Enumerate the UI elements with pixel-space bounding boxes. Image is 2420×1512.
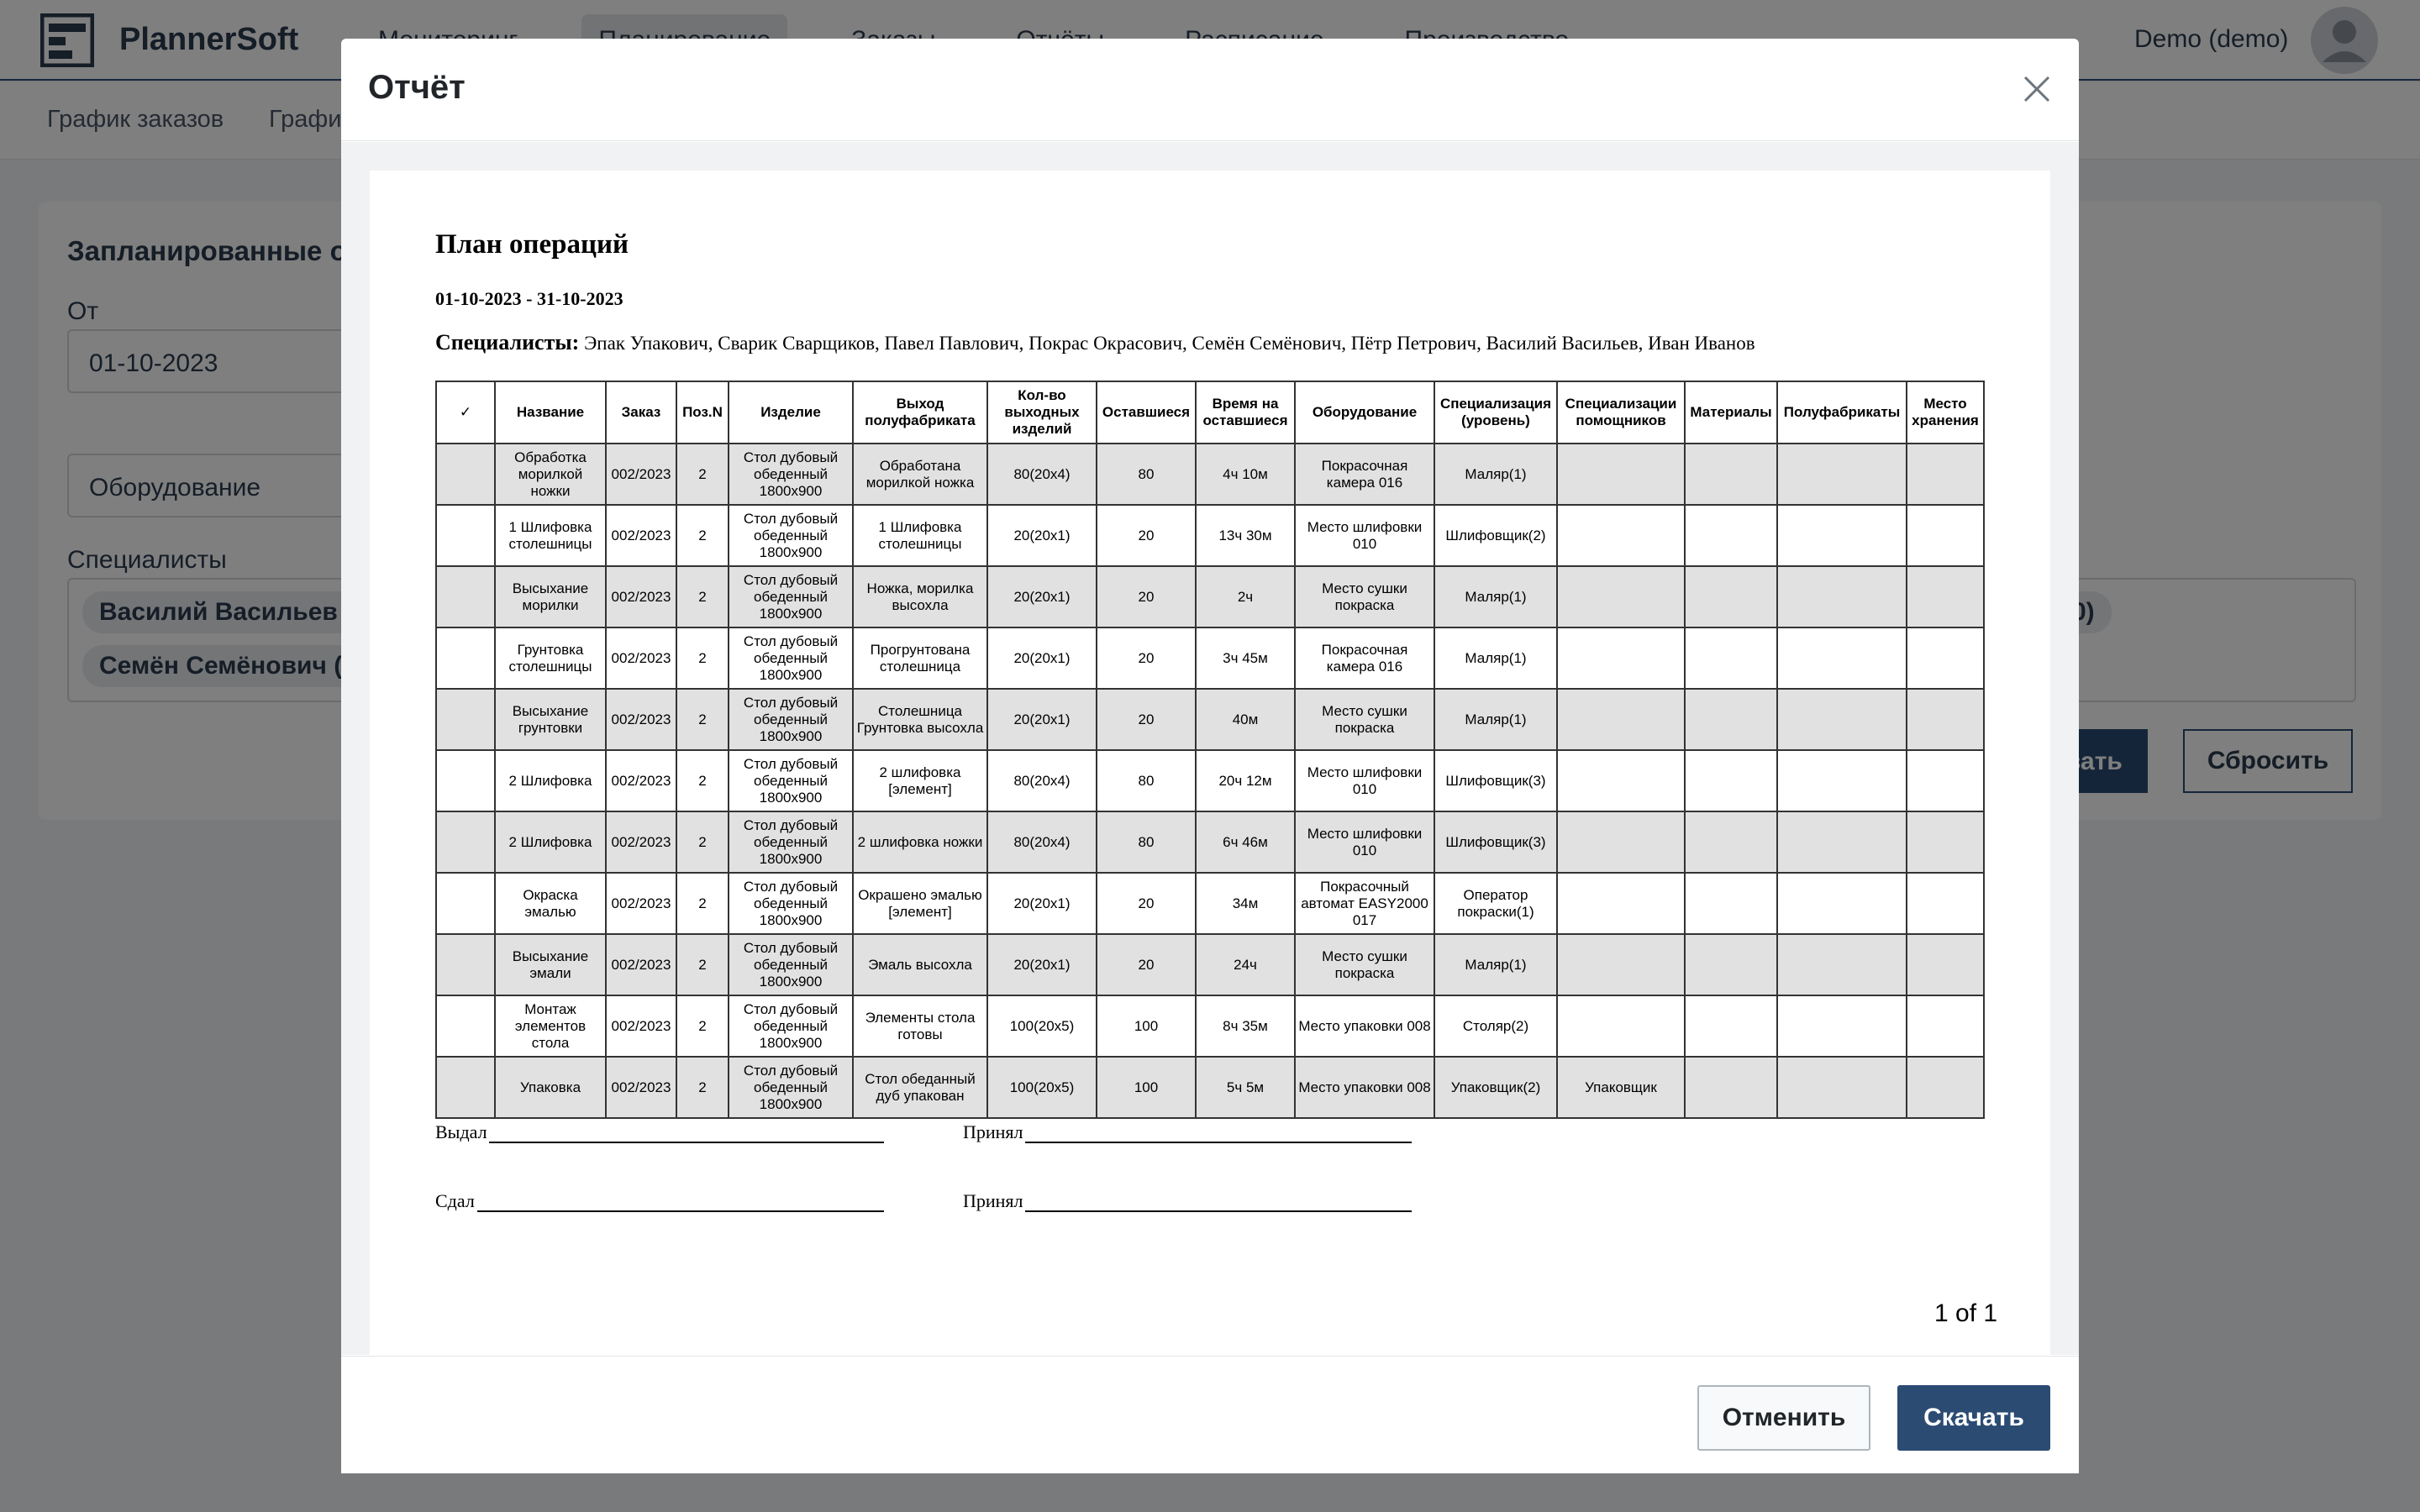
table-cell: 4ч 10м: [1196, 444, 1295, 505]
table-cell: [1557, 995, 1685, 1057]
table-cell: [1557, 750, 1685, 811]
table-cell: 20(20x1): [987, 566, 1097, 627]
table-cell: 20(20x1): [987, 689, 1097, 750]
table-cell: [1907, 934, 1984, 995]
table-cell: 20: [1097, 689, 1196, 750]
table-cell: [1685, 934, 1777, 995]
table-row: [436, 566, 1984, 627]
column-header: Изделие: [729, 381, 853, 444]
table-cell: 8ч 35м: [1196, 995, 1295, 1057]
table-cell: [1557, 627, 1685, 689]
table-cell: 002/2023: [606, 995, 676, 1057]
issued-label: Выдал: [435, 1121, 487, 1142]
table-cell: 100: [1097, 1057, 1196, 1118]
table-cell: [1907, 811, 1984, 873]
table-cell: [436, 873, 495, 934]
report-modal: [341, 39, 2079, 1473]
table-cell: Шлифовщик(2): [1434, 505, 1557, 566]
table-cell: 3ч 45м: [1196, 627, 1295, 689]
table-cell: 2: [676, 505, 729, 566]
table-cell: [1777, 873, 1907, 934]
table-cell: [1685, 750, 1777, 811]
table-row: [436, 873, 1984, 934]
table-cell: 20(20x1): [987, 627, 1097, 689]
table-cell: Окрашено эмалью [элемент]: [853, 873, 987, 934]
table-cell: 2 Шлифовка: [495, 750, 606, 811]
report-preview-area[interactable]: [341, 142, 2079, 1355]
table-cell: Стол обеданный дуб упакован: [853, 1057, 987, 1118]
table-row: [436, 934, 1984, 995]
table-cell: Покрасочная камера 016: [1295, 444, 1434, 505]
table-row: [436, 627, 1984, 689]
table-cell: [1557, 505, 1685, 566]
table-row: [436, 995, 1984, 1057]
table-cell: 2: [676, 689, 729, 750]
table-cell: 13ч 30м: [1196, 505, 1295, 566]
table-cell: [1557, 934, 1685, 995]
table-cell: [1685, 811, 1777, 873]
table-cell: 002/2023: [606, 505, 676, 566]
column-header: Материалы: [1685, 381, 1777, 444]
received-signature-line: [1025, 1210, 1412, 1212]
table-cell: [1557, 811, 1685, 873]
table-cell: Грунтовка столешницы: [495, 627, 606, 689]
table-cell: Маляр(1): [1434, 444, 1557, 505]
table-cell: [436, 811, 495, 873]
table-cell: [1557, 566, 1685, 627]
table-cell: [1685, 689, 1777, 750]
table-cell: Место шлифовки 010: [1295, 811, 1434, 873]
table-cell: 2 Шлифовка: [495, 811, 606, 873]
table-cell: Высыхание грунтовки: [495, 689, 606, 750]
table-cell: 20: [1097, 505, 1196, 566]
download-button[interactable]: Скачать: [1897, 1385, 2050, 1451]
table-cell: [436, 627, 495, 689]
table-cell: Место упаковки 008: [1295, 995, 1434, 1057]
table-cell: Столяр(2): [1434, 995, 1557, 1057]
table-cell: [1777, 444, 1907, 505]
table-cell: 002/2023: [606, 811, 676, 873]
table-cell: 2: [676, 444, 729, 505]
table-cell: 1 Шлифовка столешницы: [853, 505, 987, 566]
table-cell: Прогрунтована столешница: [853, 627, 987, 689]
cancel-button[interactable]: Отменить: [1697, 1385, 1870, 1451]
specialists-list: Эпак Упакович, Сварик Сварщиков, Павел Павлович, Покрас Окрасович, Семён Семёнович, Пётр Петрович, Василий Васильев, Иван Иванов: [584, 333, 1755, 354]
table-row: [436, 1057, 1984, 1118]
column-header: Оставшиеся: [1097, 381, 1196, 444]
table-cell: Ножка, морилка высохла: [853, 566, 987, 627]
column-header: Заказ: [606, 381, 676, 444]
table-cell: 5ч 5м: [1196, 1057, 1295, 1118]
table-row: [436, 505, 1984, 566]
table-cell: 002/2023: [606, 627, 676, 689]
table-cell: Маляр(1): [1434, 566, 1557, 627]
table-cell: [1685, 505, 1777, 566]
modal-footer: [341, 1356, 2079, 1473]
table-cell: Стол дубовый обеденный 1800x900: [729, 566, 853, 627]
table-cell: Покрасочная камера 016: [1295, 627, 1434, 689]
table-cell: [436, 505, 495, 566]
received-label: Принял: [963, 1190, 1023, 1211]
table-cell: Маляр(1): [1434, 934, 1557, 995]
table-cell: [1907, 873, 1984, 934]
table-cell: [436, 1057, 495, 1118]
accepted-signature-line: [1025, 1142, 1412, 1143]
table-cell: [1685, 873, 1777, 934]
column-header: Специализация (уровень): [1434, 381, 1557, 444]
report-date-range: 01-10-2023 - 31-10-2023: [435, 288, 623, 309]
table-cell: 1 Шлифовка столешницы: [495, 505, 606, 566]
column-header: Специализации помощников: [1557, 381, 1685, 444]
table-cell: Обработана морилкой ножка: [853, 444, 987, 505]
table-cell: Стол дубовый обеденный 1800x900: [729, 934, 853, 995]
table-cell: 80: [1097, 811, 1196, 873]
table-cell: Маляр(1): [1434, 627, 1557, 689]
table-cell: 20: [1097, 627, 1196, 689]
table-cell: 20(20x1): [987, 934, 1097, 995]
table-cell: [1777, 689, 1907, 750]
table-cell: 80: [1097, 444, 1196, 505]
specialists-heading: Специалисты:: [435, 330, 580, 354]
table-cell: 20: [1097, 934, 1196, 995]
table-cell: [1777, 566, 1907, 627]
table-cell: Столешница Грунтовка высохла: [853, 689, 987, 750]
table-cell: Окраска эмалью: [495, 873, 606, 934]
table-cell: 2: [676, 995, 729, 1057]
table-cell: 002/2023: [606, 1057, 676, 1118]
table-cell: 2 шлифовка [элемент]: [853, 750, 987, 811]
table-cell: 20: [1097, 566, 1196, 627]
table-cell: 002/2023: [606, 566, 676, 627]
table-cell: Стол дубовый обеденный 1800x900: [729, 1057, 853, 1118]
column-header: Полуфабрикаты: [1777, 381, 1907, 444]
issued-signature-line: [489, 1142, 884, 1143]
table-cell: Стол дубовый обеденный 1800x900: [729, 995, 853, 1057]
column-header: Кол-во выходных изделий: [987, 381, 1097, 444]
table-body: [436, 444, 1984, 1118]
table-cell: Обработка морилкой ножки: [495, 444, 606, 505]
table-cell: [1685, 566, 1777, 627]
table-cell: 20(20x1): [987, 505, 1097, 566]
table-cell: 6ч 46м: [1196, 811, 1295, 873]
table-cell: [436, 995, 495, 1057]
table-cell: 40м: [1196, 689, 1295, 750]
table-row: [436, 811, 1984, 873]
modal-title: Отчёт: [368, 69, 466, 106]
table-cell: 100(20x5): [987, 1057, 1097, 1118]
page-counter: 1 of 1: [1934, 1299, 1998, 1327]
table-cell: 80: [1097, 750, 1196, 811]
table-cell: 24ч: [1196, 934, 1295, 995]
table-cell: [1777, 627, 1907, 689]
table-cell: [1777, 750, 1907, 811]
table-cell: [1907, 1057, 1984, 1118]
table-cell: [1777, 811, 1907, 873]
table-cell: Высыхание морилки: [495, 566, 606, 627]
table-cell: Стол дубовый обеденный 1800x900: [729, 750, 853, 811]
table-cell: 2: [676, 873, 729, 934]
table-cell: Место сушки покраска: [1295, 934, 1434, 995]
report-specialists: [435, 330, 1755, 355]
table-cell: [1557, 873, 1685, 934]
accepted-label: Принял: [963, 1121, 1023, 1142]
table-cell: Маляр(1): [1434, 689, 1557, 750]
table-cell: 2: [676, 566, 729, 627]
table-cell: 80(20x4): [987, 750, 1097, 811]
table-cell: Стол дубовый обеденный 1800x900: [729, 627, 853, 689]
table-cell: [1907, 444, 1984, 505]
operations-table: [435, 381, 1985, 1119]
table-header-row: [436, 381, 1984, 444]
column-header: Выход полуфабриката: [853, 381, 987, 444]
table-cell: Эмаль высохла: [853, 934, 987, 995]
column-header: ✓: [436, 381, 495, 444]
table-cell: [436, 750, 495, 811]
table-cell: Шлифовщик(3): [1434, 750, 1557, 811]
table-cell: [1685, 1057, 1777, 1118]
table-cell: [1557, 689, 1685, 750]
table-cell: 2: [676, 750, 729, 811]
table-cell: 80(20x4): [987, 811, 1097, 873]
column-header: Поз.N: [676, 381, 729, 444]
table-cell: [1685, 444, 1777, 505]
table-cell: Монтаж элементов стола: [495, 995, 606, 1057]
table-cell: 100: [1097, 995, 1196, 1057]
table-cell: 2ч: [1196, 566, 1295, 627]
table-cell: 20(20x1): [987, 873, 1097, 934]
table-cell: 2: [676, 934, 729, 995]
table-cell: [1907, 995, 1984, 1057]
table-cell: [436, 444, 495, 505]
table-cell: [1907, 689, 1984, 750]
table-cell: [1777, 505, 1907, 566]
table-cell: [1907, 750, 1984, 811]
table-cell: Место упаковки 008: [1295, 1057, 1434, 1118]
report-document: [370, 171, 2050, 1355]
table-cell: [1685, 995, 1777, 1057]
modal-header: [341, 39, 2079, 141]
table-cell: Стол дубовый обеденный 1800x900: [729, 811, 853, 873]
column-header: Название: [495, 381, 606, 444]
table-cell: Стол дубовый обеденный 1800x900: [729, 444, 853, 505]
table-row: [436, 444, 1984, 505]
table-cell: Упаковщик(2): [1434, 1057, 1557, 1118]
table-cell: [1907, 627, 1984, 689]
table-cell: Упаковщик: [1557, 1057, 1685, 1118]
handed-label: Сдал: [435, 1190, 475, 1211]
table-cell: Высыхание эмали: [495, 934, 606, 995]
table-cell: Шлифовщик(3): [1434, 811, 1557, 873]
column-header: Время на оставшиеся: [1196, 381, 1295, 444]
table-cell: Элементы стола готовы: [853, 995, 987, 1057]
table-cell: [1777, 934, 1907, 995]
table-cell: Место сушки покраска: [1295, 689, 1434, 750]
table-cell: Стол дубовый обеденный 1800x900: [729, 505, 853, 566]
handed-signature-line: [477, 1210, 884, 1212]
table-cell: 100(20x5): [987, 995, 1097, 1057]
table-cell: [1777, 995, 1907, 1057]
table-cell: 2 шлифовка ножки: [853, 811, 987, 873]
table-cell: 2: [676, 811, 729, 873]
table-cell: 20: [1097, 873, 1196, 934]
close-icon[interactable]: [2017, 69, 2057, 109]
table-cell: [1685, 627, 1777, 689]
report-title: План операций: [435, 229, 629, 260]
table-cell: [436, 689, 495, 750]
table-cell: Упаковка: [495, 1057, 606, 1118]
column-header: Оборудование: [1295, 381, 1434, 444]
table-cell: Место шлифовки 010: [1295, 505, 1434, 566]
table-cell: 002/2023: [606, 689, 676, 750]
table-cell: Стол дубовый обеденный 1800x900: [729, 689, 853, 750]
table-row: [436, 689, 1984, 750]
table-cell: [436, 566, 495, 627]
table-cell: 002/2023: [606, 750, 676, 811]
table-cell: [1557, 444, 1685, 505]
table-cell: [1907, 566, 1984, 627]
table-cell: Место сушки покраска: [1295, 566, 1434, 627]
table-cell: 002/2023: [606, 873, 676, 934]
table-row: [436, 750, 1984, 811]
table-cell: 20ч 12м: [1196, 750, 1295, 811]
table-cell: Оператор покраски(1): [1434, 873, 1557, 934]
table-cell: [1777, 1057, 1907, 1118]
table-cell: Стол дубовый обеденный 1800x900: [729, 873, 853, 934]
table-cell: Место шлифовки 010: [1295, 750, 1434, 811]
table-cell: Покрасочный автомат EASY2000 017: [1295, 873, 1434, 934]
table-cell: 002/2023: [606, 934, 676, 995]
table-cell: [436, 934, 495, 995]
table-cell: 002/2023: [606, 444, 676, 505]
table-cell: [1907, 505, 1984, 566]
column-header: Место хранения: [1907, 381, 1984, 444]
table-cell: 2: [676, 627, 729, 689]
table-cell: 80(20x4): [987, 444, 1097, 505]
table-cell: 34м: [1196, 873, 1295, 934]
table-cell: 2: [676, 1057, 729, 1118]
